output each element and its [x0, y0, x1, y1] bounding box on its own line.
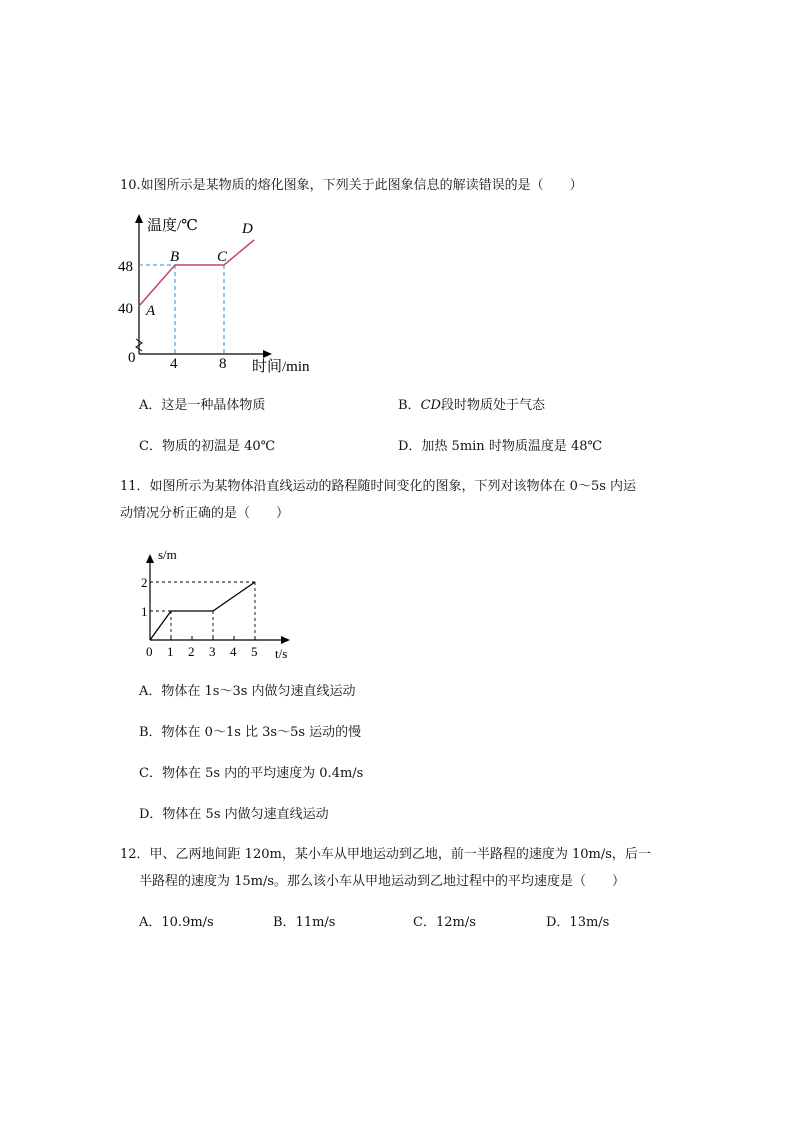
dt-xlabel: t/s — [275, 646, 288, 661]
q11-option-b[interactable]: B．物体在 0～1s 比 3s～5s 运动的慢 — [139, 725, 362, 740]
melting-point-d: D — [242, 221, 253, 237]
melting-xtick-4: 4 — [170, 356, 178, 372]
dt-xtick-0: 0 — [146, 644, 153, 659]
melting-ytick-48: 48 — [118, 259, 133, 275]
melting-ytick-40: 40 — [118, 301, 133, 317]
q12-option-a[interactable]: A．10.9m/s — [139, 915, 214, 930]
q10-option-b-rest: 段时物质处于气态 — [440, 398, 545, 413]
melting-curve — [139, 240, 254, 306]
melting-y-arrow — [135, 214, 143, 223]
q10-option-b[interactable] — [398, 397, 545, 415]
q12-option-c[interactable]: C．12m/s — [413, 915, 476, 930]
q11-option-d[interactable]: D．物体在 5s 内做匀速直线运动 — [139, 807, 329, 822]
dt-xtick-2: 2 — [188, 644, 195, 659]
q12-option-b[interactable]: B．11m/s — [273, 915, 336, 930]
melting-ylabel: 温度/℃ — [147, 218, 198, 234]
dt-curve — [150, 582, 255, 640]
q10-option-b-prefix: B． — [398, 398, 421, 413]
dt-xtick-4: 4 — [230, 644, 237, 659]
q11-stem-line1: 11．如图所示为某物体沿直线运动的路程随时间变化的图象，下列对该物体在 0～5s 内运 — [120, 479, 637, 494]
q11-option-c[interactable]: C．物体在 5s 内的平均速度为 0.4m/s — [139, 766, 364, 781]
dt-ylabel: s/m — [158, 547, 177, 562]
q10-option-c[interactable]: C．物质的初温是 40℃ — [139, 439, 276, 454]
q10-option-d[interactable]: D．加热 5min 时物质温度是 48℃ — [398, 439, 603, 454]
q10-option-b-cd: CD — [420, 398, 441, 413]
melting-point-b: B — [170, 249, 180, 265]
melting-point-c: C — [217, 249, 228, 265]
melting-origin: 0 — [128, 350, 136, 366]
melting-point-a: A — [146, 303, 156, 319]
dt-y-arrow — [146, 554, 154, 563]
q12-stem-line1: 12．甲、乙两地间距 120m，某小车从甲地运动到乙地，前一半路程的速度为 10m/s，后一 — [120, 847, 651, 862]
q12-option-d[interactable]: D．13m/s — [546, 915, 610, 930]
melting-axis-break — [136, 339, 142, 351]
dt-xtick-1: 1 — [167, 644, 174, 659]
q11-option-a[interactable]: A．物体在 1s～3s 内做匀速直线运动 — [139, 684, 356, 699]
dt-xtick-5: 5 — [251, 644, 258, 659]
q11-stem-line2: 动情况分析正确的是（ ） — [120, 506, 290, 521]
dt-ytick-1: 1 — [141, 604, 148, 619]
melting-xlabel: 时间/min — [252, 359, 310, 375]
melting-xtick-8: 8 — [219, 356, 227, 372]
dt-ytick-2: 2 — [141, 575, 148, 590]
dt-x-arrow — [281, 636, 290, 644]
q10-stem: 10.如图所示是某物质的熔化图象，下列关于此图象信息的解读错误的是（ ） — [120, 178, 583, 193]
dt-xtick-3: 3 — [209, 644, 216, 659]
q12-stem-line2: 半路程的速度为 15m/s。那么该小车从甲地运动到乙地过程中的平均速度是（ ） — [139, 874, 626, 889]
melting-x-arrow — [263, 350, 272, 358]
q10-option-a[interactable]: A．这是一种晶体物质 — [139, 398, 266, 413]
